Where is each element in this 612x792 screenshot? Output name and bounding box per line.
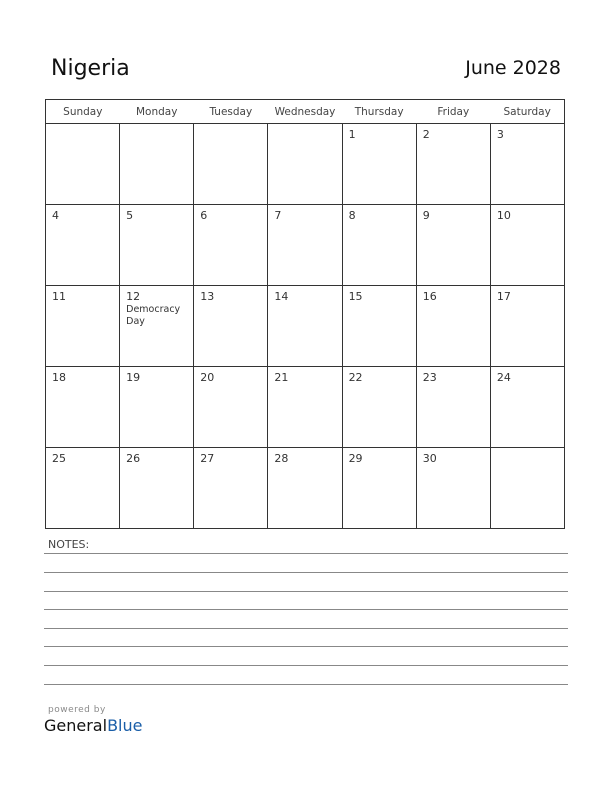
day-cell <box>120 286 194 367</box>
day-cell <box>490 286 564 367</box>
day-number: 6 <box>200 209 208 222</box>
day-number: 12 <box>126 290 141 303</box>
day-cell <box>194 286 268 367</box>
day-number: 27 <box>200 452 215 465</box>
day-cell <box>416 448 490 529</box>
day-cell <box>342 286 416 367</box>
day-number: 30 <box>422 452 437 465</box>
day-number: 7 <box>274 209 282 222</box>
weekday-header: Friday <box>416 100 490 124</box>
weekday-header: Sunday <box>46 100 120 124</box>
note-line <box>44 591 568 592</box>
day-cell <box>268 205 342 286</box>
day-cell <box>194 367 268 448</box>
day-number: 9 <box>422 209 430 222</box>
note-line <box>44 628 568 629</box>
day-cell <box>120 448 194 529</box>
day-cell <box>46 367 120 448</box>
weekday-header: Monday <box>120 100 194 124</box>
day-cell <box>46 205 120 286</box>
note-line <box>44 646 568 647</box>
calendar-grid <box>45 99 565 529</box>
note-line <box>44 609 568 610</box>
day-cell <box>120 367 194 448</box>
weekday-header: Tuesday <box>194 100 268 124</box>
brand-name-part1: General <box>44 716 108 735</box>
day-cell <box>490 205 564 286</box>
day-cell <box>342 367 416 448</box>
weekday-header: Wednesday <box>268 100 342 124</box>
day-number: 11 <box>52 290 66 303</box>
day-cell <box>268 448 342 529</box>
note-line <box>44 572 568 573</box>
day-cell <box>342 448 416 529</box>
day-number: 5 <box>126 209 134 222</box>
day-cell <box>120 124 194 205</box>
week-row <box>46 205 565 286</box>
day-cell <box>194 205 268 286</box>
day-number: 23 <box>422 371 437 384</box>
day-number: 17 <box>496 290 511 303</box>
day-cell <box>194 124 268 205</box>
day-number: 3 <box>496 128 504 141</box>
day-cell <box>268 124 342 205</box>
week-row <box>46 367 565 448</box>
powered-by-text: powered by <box>48 705 106 715</box>
day-number: 19 <box>126 371 141 384</box>
day-cell <box>490 448 564 529</box>
day-number: 14 <box>274 290 289 303</box>
day-number: 2 <box>422 128 430 141</box>
day-cell <box>490 367 564 448</box>
day-cell <box>342 124 416 205</box>
brand-name-part2: Blue <box>107 716 143 735</box>
day-number: 10 <box>496 209 511 222</box>
day-number: 28 <box>274 452 289 465</box>
day-cell <box>268 367 342 448</box>
day-cell <box>194 448 268 529</box>
day-number: 8 <box>348 209 356 222</box>
brand-logo <box>44 716 142 735</box>
day-cell <box>46 286 120 367</box>
day-cell <box>342 205 416 286</box>
day-cell <box>416 367 490 448</box>
day-number: 25 <box>52 452 66 465</box>
holiday-label: Democracy Day <box>126 304 181 327</box>
notes-label: NOTES: <box>48 538 90 551</box>
day-number: 18 <box>52 371 66 384</box>
note-line <box>44 665 568 666</box>
month-year-title: June 2028 <box>465 57 561 79</box>
day-number: 22 <box>348 371 363 384</box>
day-cell <box>46 124 120 205</box>
week-row <box>46 286 565 367</box>
day-cell <box>46 448 120 529</box>
weekday-header: Thursday <box>342 100 416 124</box>
day-number: 16 <box>422 290 437 303</box>
note-line <box>44 553 568 554</box>
day-number: 24 <box>496 371 511 384</box>
day-number: 21 <box>274 371 289 384</box>
day-cell <box>416 205 490 286</box>
day-number: 15 <box>348 290 363 303</box>
country-title: Nigeria <box>51 56 130 81</box>
day-number: 13 <box>200 290 215 303</box>
weekday-header-row <box>46 100 565 124</box>
day-cell <box>268 286 342 367</box>
day-cell <box>416 286 490 367</box>
week-row <box>46 448 565 529</box>
day-number: 20 <box>200 371 215 384</box>
day-cell <box>416 124 490 205</box>
day-number: 4 <box>52 209 59 222</box>
week-row <box>46 124 565 205</box>
day-number: 26 <box>126 452 141 465</box>
weekday-header: Saturday <box>490 100 564 124</box>
note-line <box>44 684 568 685</box>
day-number: 29 <box>348 452 363 465</box>
day-number: 1 <box>348 128 356 141</box>
day-cell <box>490 124 564 205</box>
day-cell <box>120 205 194 286</box>
